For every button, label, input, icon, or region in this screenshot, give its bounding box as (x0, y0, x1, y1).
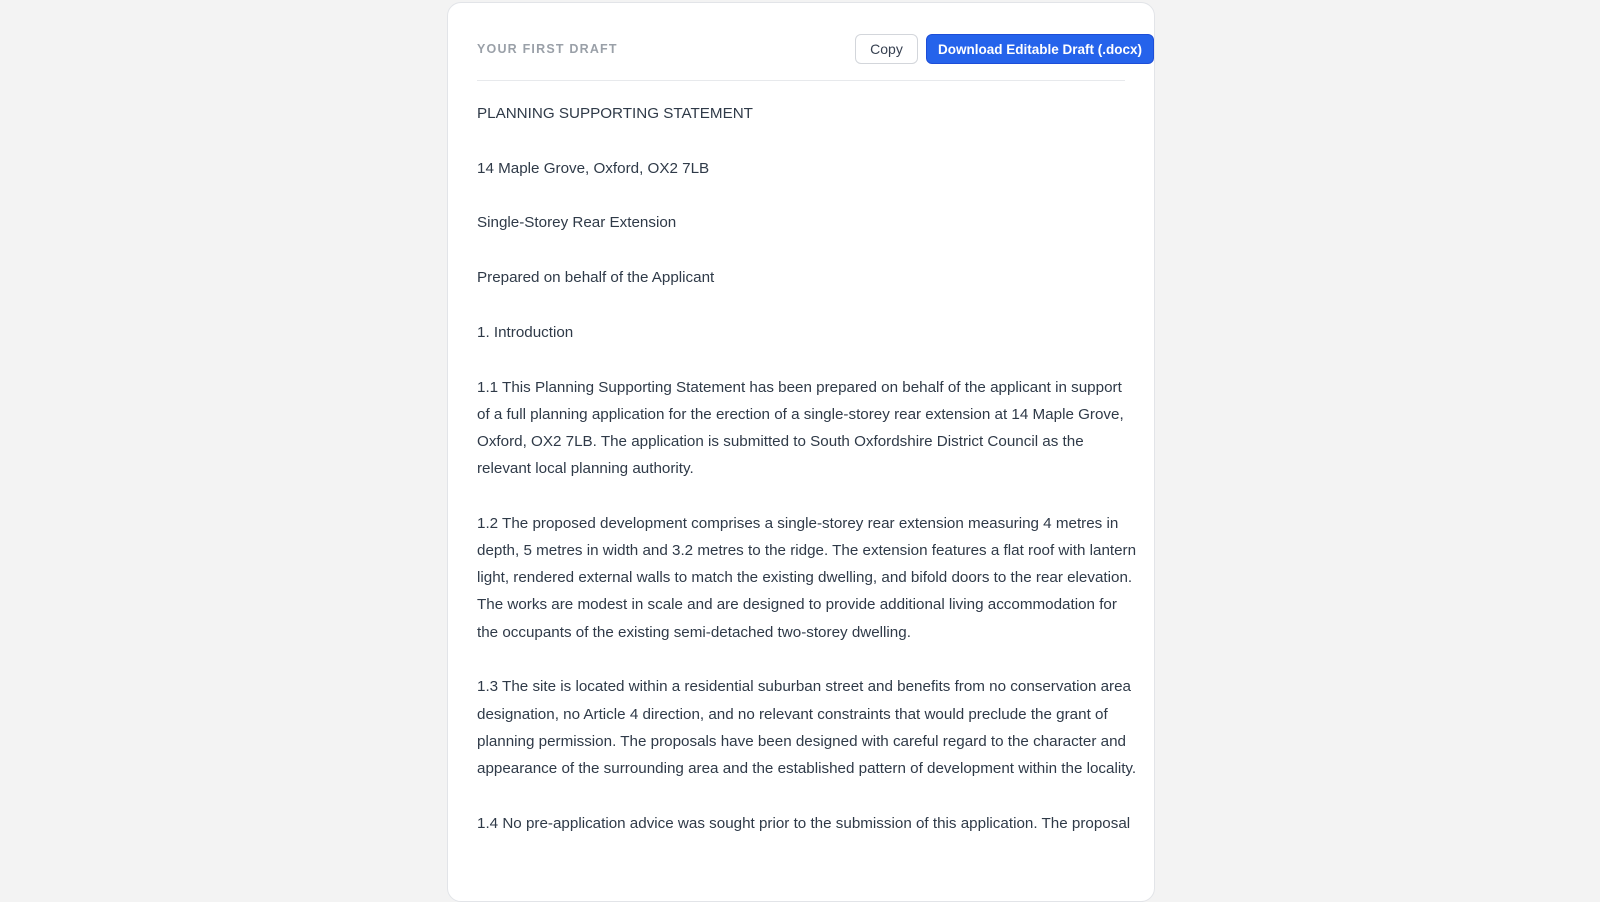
draft-label: YOUR FIRST DRAFT (477, 42, 618, 56)
paragraph-1-1: 1.1 This Planning Supporting Statement has been prepared on behalf of the applicant in support of a full planning application for the erection of a single-storey rear extension at 14 Maple Grove, Oxford, OX2 7LB. The application is submitted to South Oxfordshire District Council as the relevant local planning authority. (477, 378, 1124, 478)
paragraph-1-3: 1.3 The site is located within a residential suburban street and benefits from no conservation area designation, no Article 4 direction, and no relevant constraints that would preclude the grant of planning permission. The proposals have been designed with careful regard to the character and appearance of the surrounding area and the established pattern of development within the locality. (477, 678, 1137, 777)
card-header (477, 3, 1142, 81)
paragraph-1-2: 1.2 The proposed development comprises a single-storey rear extension measuring 4 metres in depth, 5 metres in width and 3.2 metres to the ridge. The extension features a flat roof with lantern light, rendered external walls to match the existing dwelling, and bifold doors to the rear elevation. The works are modest in scale and are designed to provide additional living accommodation for the occupants of the existing semi-detached two-storey dwelling. (477, 514, 1137, 641)
document-project: Single-Storey Rear Extension (477, 214, 677, 232)
draft-document (477, 100, 1137, 864)
section-heading-introduction: 1. Introduction (477, 323, 574, 341)
document-title: PLANNING SUPPORTING STATEMENT (477, 105, 753, 122)
document-prepared-for: Prepared on behalf of the Applicant (477, 269, 715, 287)
document-address: 14 Maple Grove, Oxford, OX2 7LB (477, 159, 710, 177)
paragraph-1-4: 1.4 No pre-application advice was sought prior to the submission of this application. The proposal (477, 814, 1131, 832)
download-docx-button[interactable]: Download Editable Draft (.docx) (926, 34, 1154, 64)
draft-card (447, 2, 1155, 902)
copy-button[interactable]: Copy (855, 34, 918, 64)
